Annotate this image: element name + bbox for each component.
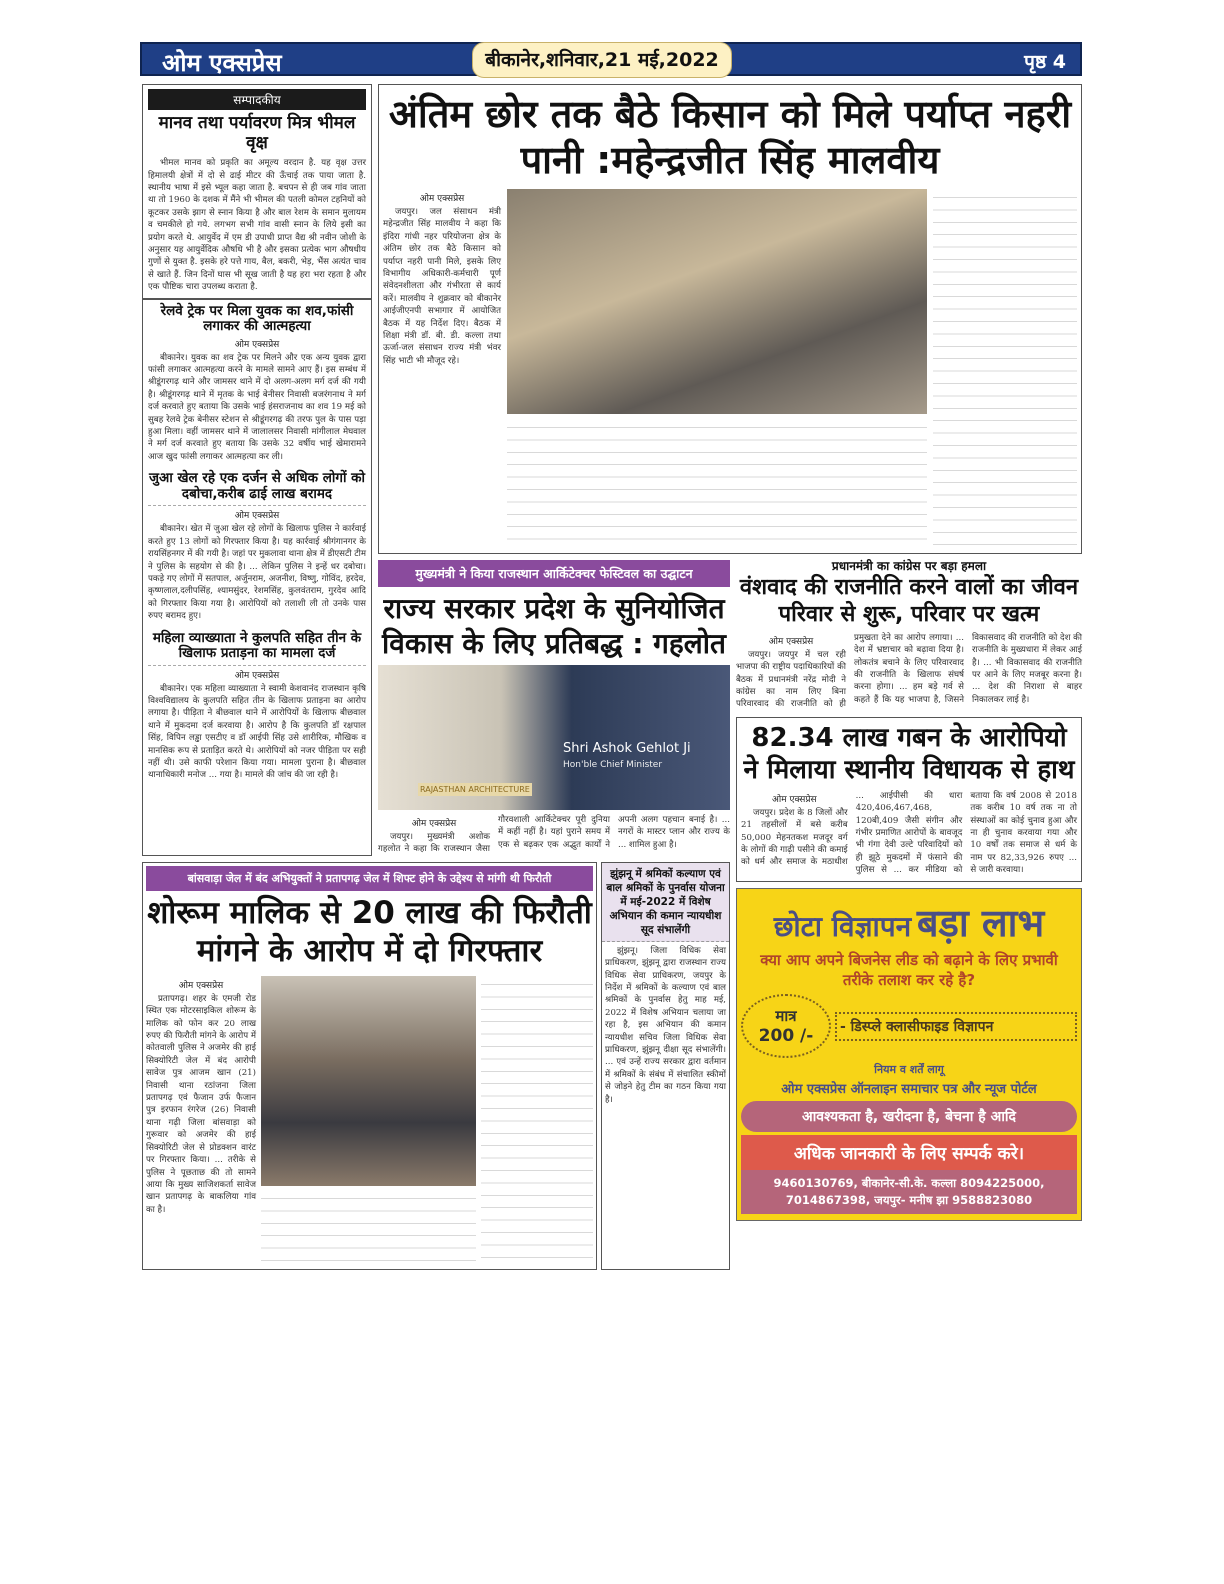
podium-sign: RAJASTHAN ARCHITECTURE [420,785,530,794]
jhunjhunu-body [602,942,729,1109]
ransom-article [142,862,597,1270]
modi-kicker: प्रधानमंत्री का कांग्रेस पर बड़ा हमला [831,559,987,573]
ransom-body [146,993,256,1216]
ad-portal: ओम एक्सप्रेस ऑनलाइन समाचार पत्र और न्यूज पोर्टल [781,1082,1037,1098]
ransom-headline: शोरूम मालिक से 20 लाख की फिरौती मांगने के आरोप में दो गिरफ्तार [147,894,592,969]
modi-article [736,560,1082,711]
lead-col [383,189,501,367]
modi-headline: वंशवाद की राजनीति करने वालों का जीवन परिवार से शुरू, परिवार पर खत्म [739,574,1079,627]
bottom-row [142,862,730,1270]
editorial [143,85,371,300]
left-column [142,84,372,856]
ransom-kicker: बांसवाड़ा जेल में बंद अभियुक्तों ने प्रतापगढ़ जेल में शिफ्ट होने के उद्देश्य से मांगी थी फिरौती [146,866,593,891]
gambling-text: बीकानेर। खेत में जुआ खेल रहे लोगों के खिलाफ पुलिस ने कार्रवाई करते हुए 13 लोगों को गिरफ्तार किया है। यह कार्रवाई श्रीगंगानगर के रायसिंहनगर में की गयी है। जहां पर मुकलावा थाना क्षेत्र में डीएसटी टीम ने पुलिस के सहयोग से की है। ... लेकिन पुलिस ने इन्हें धर दबोचा। पकड़े गए लोगों में सतपाल, अर्जुनराम, अजनीश, विष्णु, गोविंद, हरदेव, कृष्णलाल,दलीपसिंह, श्यामसुंदर, रेशमसिंह, कुलवंतराम, गुरदेव आदि को गिरफ्तार किया गया है। आरोपियों को तलाशी ली तो उनके पास रुपए बरामद हुए। [148,524,366,622]
dateline: बीकानेर,शनिवार,21 मई,2022 [472,42,732,78]
ad-title-small: छोटा विज्ञापन [773,909,912,943]
lead-body [383,206,501,367]
lead-right-text [933,189,1077,549]
lecturer-body [148,683,366,782]
ad-title-big: बड़ा लाभ [916,900,1045,945]
photo-caption: Shri Ashok Gehlot Ji [563,741,691,756]
ransom-col [146,976,256,1216]
jhunjhunu-article [601,862,730,1270]
ad-needs: आवश्यकता है, खरीदना है, बेचना है आदि [741,1101,1077,1132]
byline: ओम एक्सप्रेस [768,636,814,647]
classified-ad [736,888,1082,1222]
gehlot-text [378,814,730,856]
price-badge [741,994,831,1058]
price-label: मात्र [775,1007,797,1026]
newspaper-logo: ओम एक्सप्रेस [162,49,282,77]
modi-text [736,632,1082,711]
ad-contact-cta: अधिक जानकारी के लिए सम्पर्क करे। [741,1135,1077,1170]
editorial-text: भीमल मानव को प्रकृति का अमूल्य वरदान है. यह वृक्ष उत्तर हिमालयी क्षेत्रों में दो से ढाई मीटर की ऊँचाई तक पाया जाता है. स्थानीय भाषा में इसे भ्यूल कहा जाता है. बचपन से ही जब गांव जाता था तो 1960 के दशक में मैंने भी भीमल की पतली कोमल टहनियों को कूटकर उसके झाग से स्नान किया है और बाल रेशम के समान मुलायम व चमकीले हो गये. लगभग सभी गांव वासी स्नान के लिये इसी का प्रयोग करते थे. आयुर्वेद में एम डी उपाधी प्राप्त वैद्य श्री नवीन जोशी के अनुसार यह आयुर्वेदिक औषधि भी है और इसका प्रत्येक भाग औषधीय गुणों से युक्त है. इसके हरे पत्ते गाय, बैल, बकरी, भेड़, भैंस अत्यंत चाव से खाते हैं. जिन दिनों घास भी सूख जाती है यह हरा भरा रहता है और एक पौष्टिक चारा उपलब्ध कराता है. [148,158,366,293]
editorial-headline: मानव तथा पर्यावरण मित्र भीमल वृक्ष [158,113,356,153]
embezzle-headline: 82.34 लाख गबन के आरोपियो ने मिलाया स्थानीय विधायक से हाथ [743,722,1075,785]
lecturer-text: बीकानेर। एक महिला व्याख्याता ने स्वामी केशवानंद राजस्थान कृषि विश्वविद्यालय के कुलपति सहित तीन के खिलाफ प्रताड़ना का आरोप लगाया है। पीड़िता ने बीछवाल थाने में आरोपियों के खिलाफ बीछवाल थाने में मुकदमा दर्ज करवाया है। आरोप है कि कुलपति डॉ रक्षपाल सिंह, विपिन लड्ढा एसटीए व डॉ आईपी सिंह उसे शारीरिक, मौखिक व मानसिक रूप से प्रताड़ित करते थे। आरोपियों को नजर पीड़िता पर सही नहीं थी। उसे काफी परेशान किया गया। मामला पुराना है। बीछवाल थानाधिकारी मनोज ... गया है। मामले की जांच की जा रही है। [148,683,366,781]
gambling-headline: जुआ खेल रहे एक दर्जन से अधिक लोगों को दबोचा,करीब ढाई लाख बरामद [148,471,366,506]
ransom-continued [261,1190,476,1265]
byline: ओम एक्सप्रेस [234,511,280,522]
gehlot-kicker: मुख्यमंत्री ने किया राजस्थान आर्किटेक्चर फेस्टिवल का उद्घाटन [378,560,730,587]
article-rail [143,300,371,786]
byline: ओम एक्सप्रेस [419,194,465,204]
embezzle-text [741,790,1077,877]
ad-title [741,901,1077,947]
byline: ओम एक्सप्रेस [411,819,457,829]
byline: ओम एक्सप्रेस [772,794,817,805]
gehlot-headline: राज्य सरकार प्रदेश के सुनियोजित विकास के लिए प्रतिबद्ध : गहलोत [382,592,726,660]
jhunjhunu-headline: झुंझनू में श्रमिकों कल्याण एवं बाल श्रमिकों के पुनर्वास योजना में मई-2022 में विशेष अभियान की कमान न्यायधीश सूद संभालेंगी [602,863,729,942]
byline: ओम एक्सप्रेस [178,980,224,991]
meeting-photo [507,189,927,414]
ad-question: क्या आप अपने बिजनेस लीड को बढ़ाने के लिए प्रभावी तरीके तलाश कर रहे है? [760,951,1058,990]
lecturer-headline: महिला व्याख्याता ने कुलपति सहित तीन के खिलाफ प्रताड़ना का मामला दर्ज [148,631,366,666]
modi-text-p: जयपुर। जयपुर में चल रही भाजपा की राष्ट्रीय पदाधिकारियों की बैठक में प्रधानमंत्री नरेंद्र मोदी ने कांग्रेस का नाम लिए बिना परिवारवाद की राजनीति को ही प्रमुखता देने का आरोप लगाया। ... देश में भ्रष्टाचार को बढ़ावा दिया है। लोकतंत्र बचाने के लिए परिवारवाद की राजनीति के खिलाफ संघर्ष करना होगा। ... हम बड़े गर्व से कहते हैं कि यह भाजपा है, जिसने विकासवाद की राजनीति को देश की राजनीति के मुख्यधारा में लेकर आई है। ... भी विकासवाद की राजनीति पर आने के लिए मजबूर करना है। ... देश की निराशा से बाहर निकालकर लाई है। [736,632,1082,710]
photo-subcaption: Hon'ble Chief Minister [563,760,663,770]
ad-terms: नियम व शर्तें लागू [874,1063,944,1077]
ransom-right-text [481,976,593,1266]
page-number: पृष्ठ 4 [1024,51,1066,73]
ransom-text: प्रतापगढ़। शहर के एमजी रोड स्थित एक मोटरसाइकिल शोरूम के मालिक को फोन कर 20 लाख रुपए की फिरौती मांगने के आरोप में कोतवाली पुलिस ने अजमेर की हाई सिक्योरिटी जेल में बंद आरोपी सावेज पुत्र आजम खान (21) निवासी थाना रठांजना जिला प्रतापगढ़ एवं फैजान उर्फ फैजान पुत्र इरफान रंगरेज (26) निवासी थाना गढ़ी जिला बांसवाड़ा को गुरूवार को अजमेर की हाई सिक्योरिटी जेल से प्रोडक्शन वारंट पर गिरफ्तार किया। ... तरीके से पुलिस ने पूछताछ की तो सामने आया कि मुख्य साजिशकर्ता सावेज खान प्रतापगढ़ के बाकलिया गांव का है। [146,993,256,1215]
byline: ओम एक्सप्रेस [234,670,280,681]
editorial-label: सम्पादकीय [148,89,366,110]
byline: ओम एक्सप्रेस [234,339,280,350]
jhunjhunu-text: झुंझनू। जिला विधिक सेवा प्राधिकरण, झुंझनू द्वारा राजस्थान राज्य विधिक सेवा प्राधिकरण, जयपुर के निर्देश में श्रमिकों के कल्याण एवं बाल श्रमिकों के पुनर्वास हेतु माह मई, 2022 में विशेष अभियान चलाया जा रहा है, इस अभियान की कमान न्यायधीश सचिव जिला विधिक सेवा प्राधिकरण, झुंझनू दीक्षा सूद संभालेंगी। ... एवं उन्हें राज्य सरकार द्वारा वर्तमान में श्रमिकों के संबंध में संचालित स्कीमों से जोड़ने हेतु टीम का गठन किया गया है। [605,945,726,1105]
lead-text: जयपुर। जल संसाधन मंत्री महेन्द्रजीत सिंह मालवीय ने कहा कि इंदिरा गांधी नहर परियोजना क्षेत्र के अंतिम छोर तक बैठे किसान को पर्याप्त नहरी पानी मिले, इसके लिए विभागीय अधिकारी-कर्मचारी पूर्ण संवेदनशीलता और गंभीरता से कार्य करें। मालवीय ने शुक्रवार को बीकानेर आईजीएनपी सभागार में आयोजित बैठक में यह निर्देश दिए। बैठक में शिक्षा मंत्री डॉ. बी. डी. कल्ला तथा ऊर्जा-जल संसाधन राज्य मंत्री भंवर सिंह भाटी भी मौजूद रहे। [383,207,501,366]
accused-photo [261,976,476,1186]
price-value: 200 /- [758,1026,814,1047]
gambling-body [148,523,366,622]
lead-headline: अंतिम छोर तक बैठे किसान को मिले पर्याप्त नहरी पानी :महेन्द्रजीत सिंह मालवीय [388,92,1072,182]
embezzle-article [736,717,1082,882]
rail-body [148,352,366,464]
embezzle-text-p: जयपुर। प्रदेश के 8 जिलों और 21 तहसीलों में बसे करीब 50,000 मेहनतकश मजदूर वर्ग के लोगों की गाढ़ी पसीने की कमाई को धर्म और समाज के मठाधीश ... आईपीसी की धारा 420,406,467,468, 120बी,409 जैसी संगीन और गंभीर प्रमाणित आरोपों के बावजूद भी गंगा देवी उल्टे परिवादियों को ही झूठे मुकदमों में फंसाने की पुलिस से ... कर मीडिया को बताया कि वर्ष 2008 से 2018 तक करीब 10 वर्ष तक ना तो संस्थाओं का कोई चुनाव हुआ और ना ही चुनाव करवाया गया और 10 वर्षों तक समाज से धर्म के नाम पर 82,33,926 रुपए ... से जारी करवाया। [741,790,1077,876]
lead-article [378,84,1082,554]
festival-photo [378,665,730,810]
gehlot-article [378,560,730,856]
ad-phones[interactable]: 9460130769, बीकानेर-सी.के. कल्ला 8094225000, 7014867398, जयपुर- मनीष झा 9588823080 [741,1170,1077,1214]
editorial-body [148,157,366,293]
right-column [736,560,1082,1270]
lead-continued-text [507,419,927,549]
ad-product: - डिस्प्ले क्लासीफाइड विज्ञापन [835,1012,1077,1041]
page-grid [142,84,1082,1270]
masthead [140,42,1082,76]
gehlot-text-p: जयपुर। मुख्यमंत्री अशोक गहलोत ने कहा कि राजस्थान जैसा गौरवशाली आर्किटेक्चर पूरी दुनिया में कहीं नहीं है। यहां पुराने समय में एक से बढ़कर एक अद्भुत कार्यों ने अपनी अलग पहचान बनाई है। ... नगरों के मास्टर प्लान और राज्य के ... शामिल हुआ है। [378,815,730,855]
rail-text: बीकानेर। युवक का शव ट्रेक पर मिलने और एक अन्य युवक द्वारा फांसी लगाकर आत्महत्या करने के मामले सामने आए हैं। इस सम्बंध में श्रीडूंगरगढ़ थाने और जामसर थाने में दो अलग-अलग मर्ग दर्ज की गयी है। श्रीडूंगरगढ़ थाने में मृतक के भाई बेनीसर निवासी बजरंगनाथ ने मर्ग दर्ज करवाते हुए बताया कि उसके भाई हंसराजनाथ का शव 19 मई को सुबह रेलवे ट्रेक बेनीसर स्टेशन से श्रीडूंगरगढ़ की तरफ पुल के पास पड़ा हुआ मिला। वहीं जामसर थाने में जालालसर निवासी मांगीलाल मेघवाल ने मर्ग दर्ज करवाते हुए बताया कि उसके 32 वर्षीय भाई खेमारामने आज खुद फांसी लगाकर आत्महत्या कर ली। [148,352,366,462]
rail-headline: रेलवे ट्रेक पर मिला युवक का शव,फांसी लगाकर की आत्महत्या [160,302,354,335]
